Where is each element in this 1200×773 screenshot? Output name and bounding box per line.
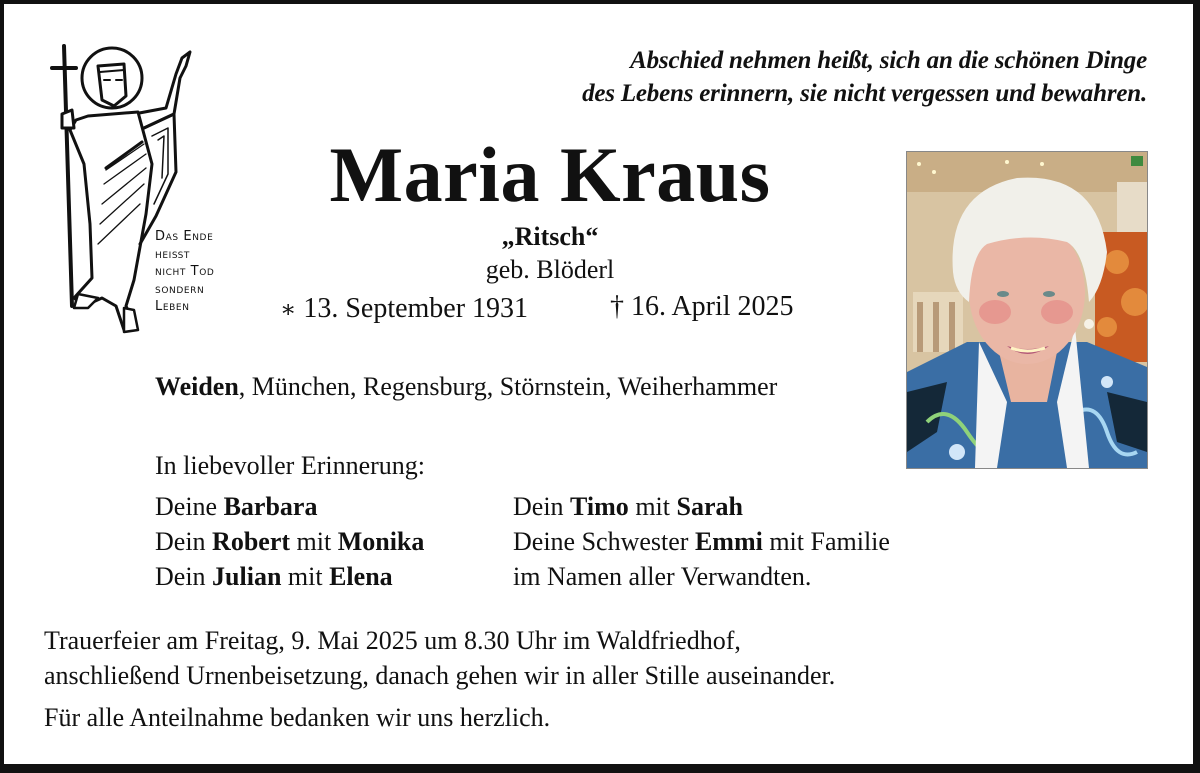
mourner-prefix: Dein xyxy=(513,492,571,521)
mourner-name: Emmi xyxy=(694,527,763,556)
service-line-2: anschließend Urnenbeisetzung, danach gehen wir in aller Stille auseinander. xyxy=(44,661,836,690)
mourner-partner-name: Monika xyxy=(337,527,425,556)
funeral-service-info xyxy=(44,623,835,693)
birth-date: 13. September 1931 xyxy=(303,293,529,324)
motto-quote xyxy=(582,44,1147,110)
places-line xyxy=(155,370,777,404)
deceased-nickname: „Ritsch“ xyxy=(501,222,599,251)
mourner-partner-name: Sarah xyxy=(676,492,743,521)
mourner-name: Timo xyxy=(570,492,629,521)
mourners-left-column xyxy=(155,489,424,594)
mourner-prefix: Deine xyxy=(155,492,224,521)
logo-caption-line: nicht Tod xyxy=(155,264,215,279)
mourners-right-column xyxy=(513,489,890,594)
logo-caption-line: heißt xyxy=(155,246,191,262)
motto-line-2: des Lebens erinnern, sie nicht vergessen und bewahren. xyxy=(582,80,1147,107)
logo-caption-line: Das Ende xyxy=(155,229,214,244)
mourner-entry xyxy=(155,524,424,559)
death-date: 16. April 2025 xyxy=(631,291,794,322)
mourners-intro: In liebevoller Erinnerung: xyxy=(155,451,426,480)
mourner-connector: mit xyxy=(281,562,330,591)
service-line-1: Trauerfeier am Freitag, 9. Mai 2025 um 8.30 Uhr im Waldfriedhof, xyxy=(44,626,741,655)
mourner-text: im Namen aller Verwandten. xyxy=(513,562,812,591)
mourner-name: Barbara xyxy=(223,492,318,521)
mourner-connector: mit Familie xyxy=(762,527,890,556)
motto-line-1: Abschied nehmen heißt, sich an die schönen Dinge xyxy=(630,47,1147,74)
portrait-photo xyxy=(906,151,1148,469)
thanks-note: Für alle Anteilnahme bedanken wir uns herzlich. xyxy=(44,703,551,732)
mourner-prefix: Dein xyxy=(155,527,213,556)
place-primary: Weiden xyxy=(155,372,239,401)
mourner-entry xyxy=(155,489,424,524)
mourner-prefix: Deine Schwester xyxy=(513,527,695,556)
deceased-birth-name: geb. Blöderl xyxy=(485,255,615,284)
mourner-entry xyxy=(513,524,890,559)
death-date-line xyxy=(610,290,794,324)
birth-asterisk-icon: ∗ xyxy=(280,297,297,323)
places-others: , München, Regensburg, Störnstein, Weiherhammer xyxy=(238,372,778,401)
mourner-entry xyxy=(513,559,890,594)
mourner-connector: mit xyxy=(628,492,677,521)
mourner-entry xyxy=(155,559,424,594)
mourner-entry xyxy=(513,489,890,524)
death-dagger-icon: † xyxy=(610,291,624,322)
logo-caption-line: sondern xyxy=(155,281,205,297)
logo-caption-line: Leben xyxy=(155,299,190,314)
deceased-name: Maria Kraus xyxy=(329,131,771,218)
mourner-partner-name: Elena xyxy=(329,562,393,591)
mourner-name: Julian xyxy=(212,562,282,591)
mourner-name: Robert xyxy=(212,527,291,556)
mourner-prefix: Dein xyxy=(155,562,213,591)
birth-date-line xyxy=(280,292,528,327)
mourner-connector: mit xyxy=(290,527,338,556)
